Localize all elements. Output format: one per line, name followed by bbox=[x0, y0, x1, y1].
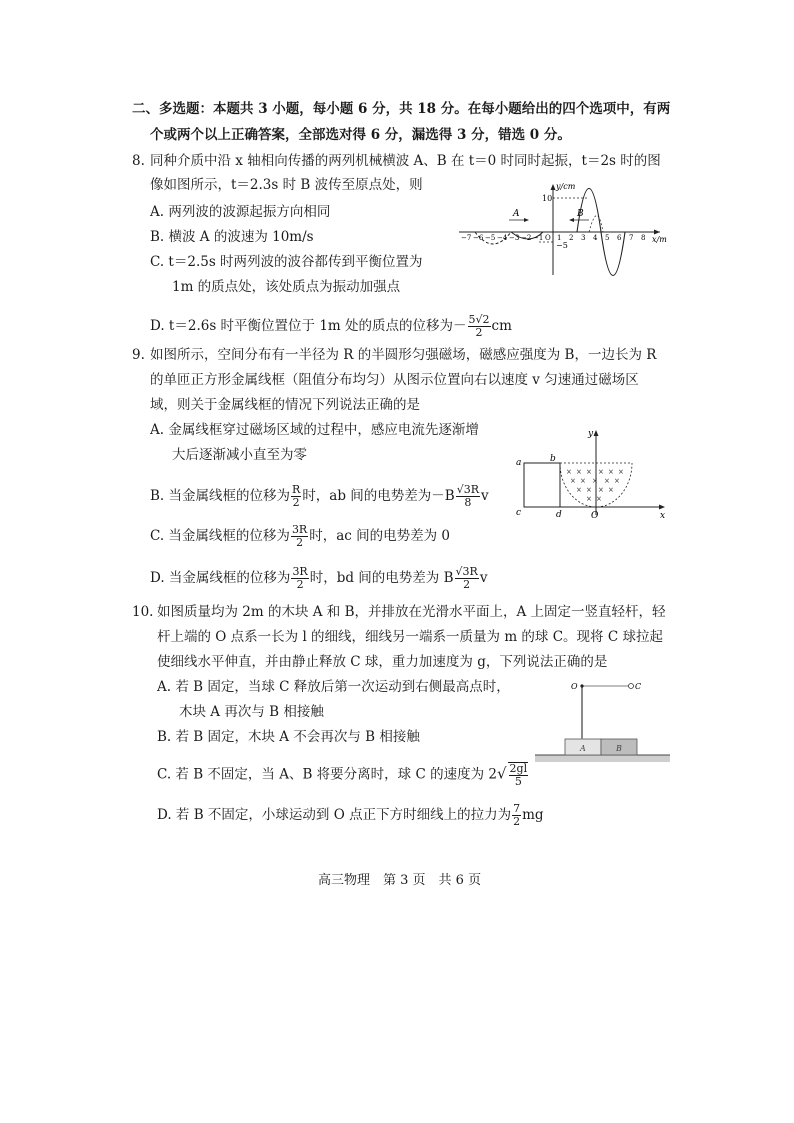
q8-option-b: B. 横波 A 的波速为 10m/s bbox=[150, 229, 314, 245]
q10-label-c: C bbox=[635, 682, 642, 691]
q10-label-b: B bbox=[616, 744, 622, 753]
svg-text:×: × bbox=[614, 477, 620, 485]
q9-option-a-line2: 大后逐渐减小直至为零 bbox=[172, 447, 307, 463]
q8-tick-label: −1 bbox=[533, 234, 544, 242]
q8-label-b: B bbox=[577, 209, 584, 219]
q8-tick-label: −3 bbox=[509, 234, 520, 242]
svg-text:y: y bbox=[588, 429, 594, 439]
q9-option-b: B. 当金属线框的位移为 $\frac{R}{2}$ 时，ab 间的电势差为－B $\frac{√3R}{8}$ v bbox=[150, 483, 489, 509]
q8-option-c-line2: 1m 的质点处，该处质点为振动加强点 bbox=[172, 279, 401, 295]
q9-label-b: b bbox=[550, 454, 556, 464]
q10-option-a-line1: A. 若 B 固定，当球 C 释放后第一次运动到右侧最高点时， bbox=[157, 679, 510, 695]
q8-label-a: A bbox=[513, 209, 520, 219]
q10-stem-line2: 杆上端的 O 点系一长为 l 的细线，细线另一端系一质量为 m 的球 C。现将 C 球拉起 bbox=[157, 629, 663, 645]
q9-label-o: O bbox=[591, 511, 599, 521]
q8-tick-label: 7 bbox=[629, 234, 634, 242]
q8-tick-label: −6 bbox=[473, 234, 484, 242]
q10-stem-line1: 如图质量均为 2m 的木块 A 和 B，并排放在光滑水平面上，A 上固定一竖直轻杆，轻 bbox=[157, 604, 666, 620]
q10-stem-line3: 使细线水平伸直，并由静止释放 C 球，重力加速度为 g，下列说法正确的是 bbox=[157, 654, 608, 670]
q8-tick-label: −7 bbox=[461, 234, 472, 242]
q8-ylabel: y/cm bbox=[556, 182, 576, 191]
q10-number: 10. bbox=[132, 604, 154, 620]
svg-text:×: × bbox=[596, 495, 602, 503]
q8-tick-label: 5 bbox=[605, 234, 610, 242]
q9-stem-line3: 域，则关于金属线框的情况下列说法正确的是 bbox=[150, 397, 420, 413]
svg-text:×: × bbox=[580, 477, 586, 485]
q10-option-a-line2: 木块 A 再次与 B 相接触 bbox=[179, 704, 324, 720]
svg-text:×: × bbox=[570, 477, 576, 485]
q9-label-c: c bbox=[516, 508, 522, 518]
q10-label-o: O bbox=[571, 682, 578, 691]
svg-text:×: × bbox=[608, 486, 614, 494]
q8-xlabel: x/m bbox=[652, 235, 667, 244]
section-header-line2: 个或两个以上正确答案，全部选对得 6 分，漏选得 3 分，错选 0 分。 bbox=[150, 127, 571, 143]
svg-text:×: × bbox=[608, 468, 614, 476]
q9-option-c: C. 当金属线框的位移为 $\frac{3R}{2}$ 时，ac 间的电势差为 0 bbox=[150, 523, 450, 549]
q8-tick-label: 2 bbox=[569, 234, 574, 242]
q8-number: 8. bbox=[132, 153, 145, 169]
svg-text:×: × bbox=[604, 477, 610, 485]
q8-tick-label: 1 bbox=[557, 234, 562, 242]
svg-text:×: × bbox=[566, 468, 572, 476]
q8-wave-figure bbox=[455, 180, 670, 280]
q9-option-a-line1: A. 金属线框穿过磁场区域的过程中，感应电流先逐渐增 bbox=[150, 422, 479, 438]
q10-option-b: B. 若 B 固定，木块 A 不会再次与 B 相接触 bbox=[157, 729, 420, 745]
q8-y-bot: −5 bbox=[556, 241, 568, 250]
q9-label-d: d bbox=[556, 510, 562, 520]
q9-option-d: D. 当金属线框的位移为 $\frac{3R}{2}$ 时，bd 间的电势差为 B $\frac{√3R}{2}$ v bbox=[150, 565, 488, 591]
svg-text:×: × bbox=[576, 468, 582, 476]
svg-text:×: × bbox=[586, 486, 592, 494]
svg-text:×: × bbox=[598, 468, 604, 476]
q8-tick-label: O bbox=[545, 234, 551, 242]
q8-tick-label: 4 bbox=[593, 234, 598, 242]
q8-tick-label: 6 bbox=[617, 234, 622, 242]
q8-tick-label: −4 bbox=[497, 234, 508, 242]
q8-y-top: 10 bbox=[542, 194, 553, 203]
q9-label-a: a bbox=[516, 458, 522, 468]
q8-tick-label: −2 bbox=[521, 234, 532, 242]
svg-text:×: × bbox=[586, 495, 592, 503]
page-footer: 高三物理 第 3 页 共 6 页 bbox=[318, 873, 482, 888]
q9-stem-line1: 如图所示，空间分布有一半径为 R 的半圆形匀强磁场，磁感应强度为 B，一边长为 R bbox=[150, 347, 657, 363]
q8-option-a: A. 两列波的波源起振方向相同 bbox=[150, 204, 331, 220]
svg-text:×: × bbox=[592, 477, 598, 485]
q9-number: 9. bbox=[132, 347, 145, 363]
q9-field-figure bbox=[512, 425, 672, 520]
q9-stem-line2: 的单匝正方形金属线框（阻值分布均匀）从图示位置向右以速度 v 匀速通过磁场区 bbox=[150, 372, 639, 388]
q10-block-figure bbox=[535, 673, 670, 763]
q8-tick-label: 3 bbox=[581, 234, 586, 242]
svg-text:×: × bbox=[576, 486, 582, 494]
q8-stem-line2: 像如图所示，t＝2.3s 时 B 波传至原点处，则 bbox=[150, 177, 423, 193]
q8-option-c-line1: C. t＝2.5s 时两列波的波谷都传到平衡位置为 bbox=[150, 254, 423, 270]
svg-text:×: × bbox=[598, 486, 604, 494]
q8-option-d: D. t＝2.6s 时平衡位置位于 1m 处的质点的位移为－ $\frac{5√2}{2}$ cm bbox=[150, 313, 512, 339]
section-header-line1: 二、多选题：本题共 3 小题，每小题 6 分，共 18 分。在每小题给出的四个选项中，有两 bbox=[132, 101, 671, 117]
q8-tick-label: 8 bbox=[641, 234, 646, 242]
q8-stem-line1: 同种介质中沿 x 轴相向传播的两列机械横波 A、B 在 t＝0 时同时起振，t＝2s 时的图 bbox=[150, 153, 661, 169]
q10-option-d: D. 若 B 不固定，小球运动到 O 点正下方时细线上的拉力为 $\frac{7}{2}$ mg bbox=[157, 802, 544, 828]
svg-text:×: × bbox=[586, 468, 592, 476]
svg-text:×: × bbox=[618, 468, 624, 476]
q10-label-a: A bbox=[580, 744, 586, 753]
q8-tick-label: −5 bbox=[485, 234, 496, 242]
svg-text:x: x bbox=[660, 511, 666, 521]
q10-option-c: C. 若 B 不固定，当 A、B 将要分离时，球 C 的速度为 2√ $\frac{2gl}{5}$ bbox=[157, 762, 528, 788]
